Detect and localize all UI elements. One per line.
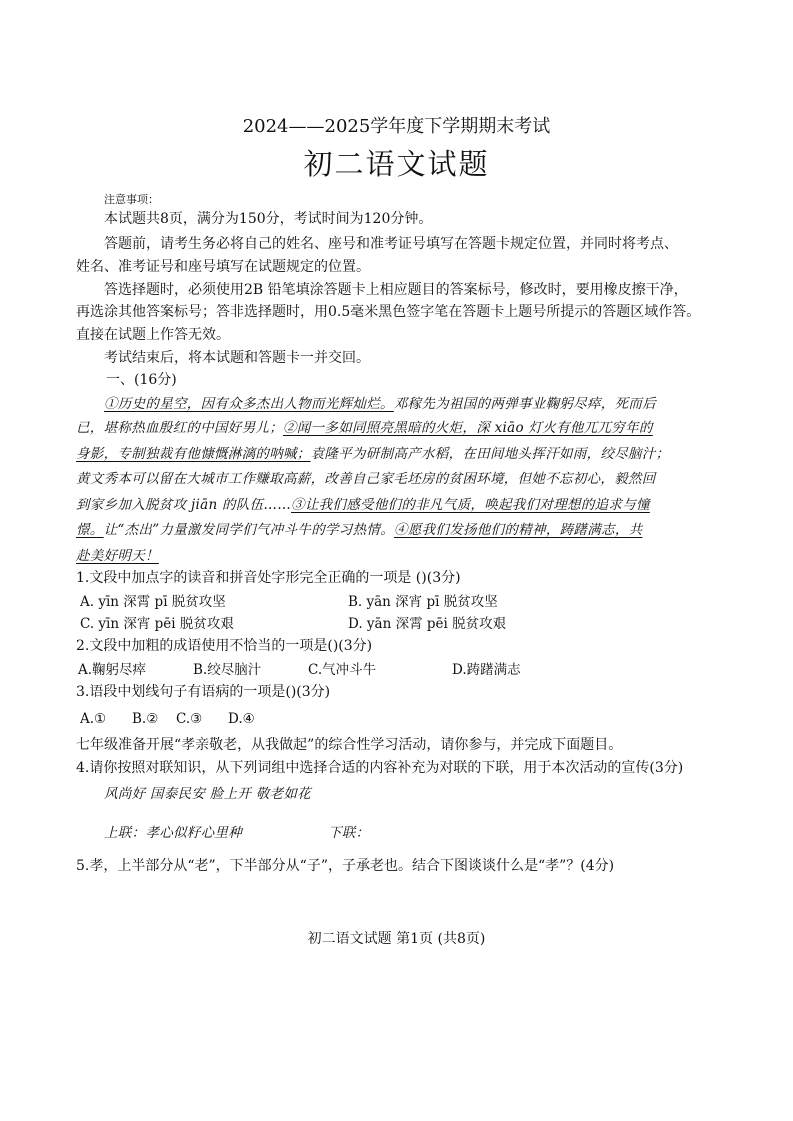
passage-line-1: ①历史的星空，因有众多杰出人物而光辉灿烂。邓稼先为祖国的两弹事业鞠躬尽瘁，死而后 xyxy=(104,396,657,412)
notice-line: 考试结束后，将本试题和答题卡一并交回。 xyxy=(104,350,370,366)
question-1-option-a: A. yīn 深霄 pī 脱贫攻坚 xyxy=(80,594,226,610)
question-4-choices: 风尚好 国泰民安 脸上开 敬老如花 xyxy=(104,786,311,802)
section-heading: 一、(16分) xyxy=(106,372,177,388)
question-3-option-b: B.② xyxy=(132,711,159,727)
question-4-stem: 4.请你按照对联知识，从下列词组中选择合适的内容补充为对联的下联，用于本次活动的宣传(3分) xyxy=(76,760,684,776)
notice-line: 直接在试题上作答无效。 xyxy=(76,327,230,343)
subject-title: 初二语文试题 xyxy=(303,147,490,181)
underlined-sentence-3: ③让我们感受他们的非凡气质，唤起我们对理想的追求与憧 xyxy=(291,497,650,513)
question-1-option-c: C. yīn 深宵 pēi 脱贫攻艰 xyxy=(80,616,234,632)
underlined-sentence-4: ④愿我们发扬他们的精神，踌躇满志，共 xyxy=(394,522,643,538)
notice-line: 答选择题时，必须使用2B 铅笔填涂答题卡上相应题目的答案标号，修改时，要用橡皮擦干净， xyxy=(104,282,688,298)
underlined-sentence-1: ①历史的星空，因有众多杰出人物而光辉灿烂。 xyxy=(104,396,394,412)
activity-intro: 七年级准备开展“孝亲敬老，从我做起”的综合性学习活动，请你参与，并完成下面题目。 xyxy=(76,737,623,753)
question-3-option-d: D.④ xyxy=(228,711,255,727)
question-2-option-b: B.绞尽脑汁 xyxy=(193,662,262,678)
question-1-option-d: D. yān 深霄 pēi 脱贫攻艰 xyxy=(348,616,507,632)
question-2-stem: 2.文段中加粗的成语使用不恰当的一项是()(3分) xyxy=(76,638,373,654)
couplet-lower-label: 下联： xyxy=(328,825,370,841)
couplet-upper: 上联：孝心似籽心里种 xyxy=(104,825,242,841)
question-5-stem: 5.孝，上半部分从“老”，下半部分从“子”，子承老也。结合下图谈谈什么是“孝”？(4分) xyxy=(76,858,615,874)
question-3-stem: 3.语段中划线句子有语病的一项是()(3分) xyxy=(76,684,331,700)
question-3-option-a: A.① xyxy=(80,711,107,727)
question-3-option-c: C.③ xyxy=(176,711,203,727)
notice-line: 答题前，请考生务必将自己的姓名、座号和准考证号填写在答题卡规定位置，并同时将考点、 xyxy=(104,236,678,252)
question-1-option-b: B. yān 深宵 pī 脱贫攻坚 xyxy=(348,594,498,610)
passage-line-5: 到家乡加入脱贫攻 jiān 的队伍……③让我们感受他们的非凡气质，唤起我们对理想的追求与憧 xyxy=(76,497,650,513)
passage-line-6: 憬。让“杰出”力量激发同学们气冲斗牛的学习热情。④愿我们发扬他们的精神，踌躇满志，共 xyxy=(76,522,643,538)
question-1-stem: 1.文段中加点字的读音和拼音处字形完全正确的一项是 ()(3分) xyxy=(76,570,461,586)
question-2-option-a: A.鞠躬尽瘁 xyxy=(78,662,147,678)
underlined-sentence-2-end: 身影，专制独裁有他慷慨淋漓的呐喊； xyxy=(76,446,311,462)
question-2-option-d: D.踌躇满志 xyxy=(452,662,521,678)
notice-line: 姓名、准考证号和座号填写在试题规定的位置。 xyxy=(76,259,370,275)
exam-title: 2024——2025学年度下学期期末考试 xyxy=(242,116,551,137)
passage-line-2: 已，堪称热血殷红的中国好男儿；②闻一多如同照亮黑暗的火炬，深 xiāo 灯火有他兀兀穷年的 xyxy=(76,420,653,436)
notice-label: 注意事项： xyxy=(104,193,159,206)
passage-line-4: 黄文秀本可以留在大城市工作赚取高薪，改善自己家毛坯房的贫困环境，但她不忘初心，毅然回 xyxy=(76,471,656,487)
passage-line-3: 身影，专制独裁有他慷慨淋漓的呐喊；袁隆平为研制高产水稻，在田间地头挥汗如雨，绞尽脑汁； xyxy=(76,446,670,462)
notice-line: 本试题共8页，满分为150分，考试时间为120分钟。 xyxy=(104,211,433,227)
notice-line: 再选涂其他答案标号；答非选择题时，用0.5毫米黑色签字笔在答题卡上题号所提示的答题区域作答。 xyxy=(76,304,701,320)
underlined-sentence-2: ②闻一多如同照亮黑暗的火炬，深 xiāo 灯火有他兀兀穷年的 xyxy=(283,420,653,436)
question-2-option-c: C.气冲斗牛 xyxy=(308,662,377,678)
passage-line-7 xyxy=(76,544,159,564)
underlined-sentence-4-end: 赴美好明天！ xyxy=(76,548,159,564)
underlined-sentence-3-end: 憬。 xyxy=(76,522,104,538)
page-footer: 初二语文试题 第1页 (共8页) xyxy=(307,931,486,947)
